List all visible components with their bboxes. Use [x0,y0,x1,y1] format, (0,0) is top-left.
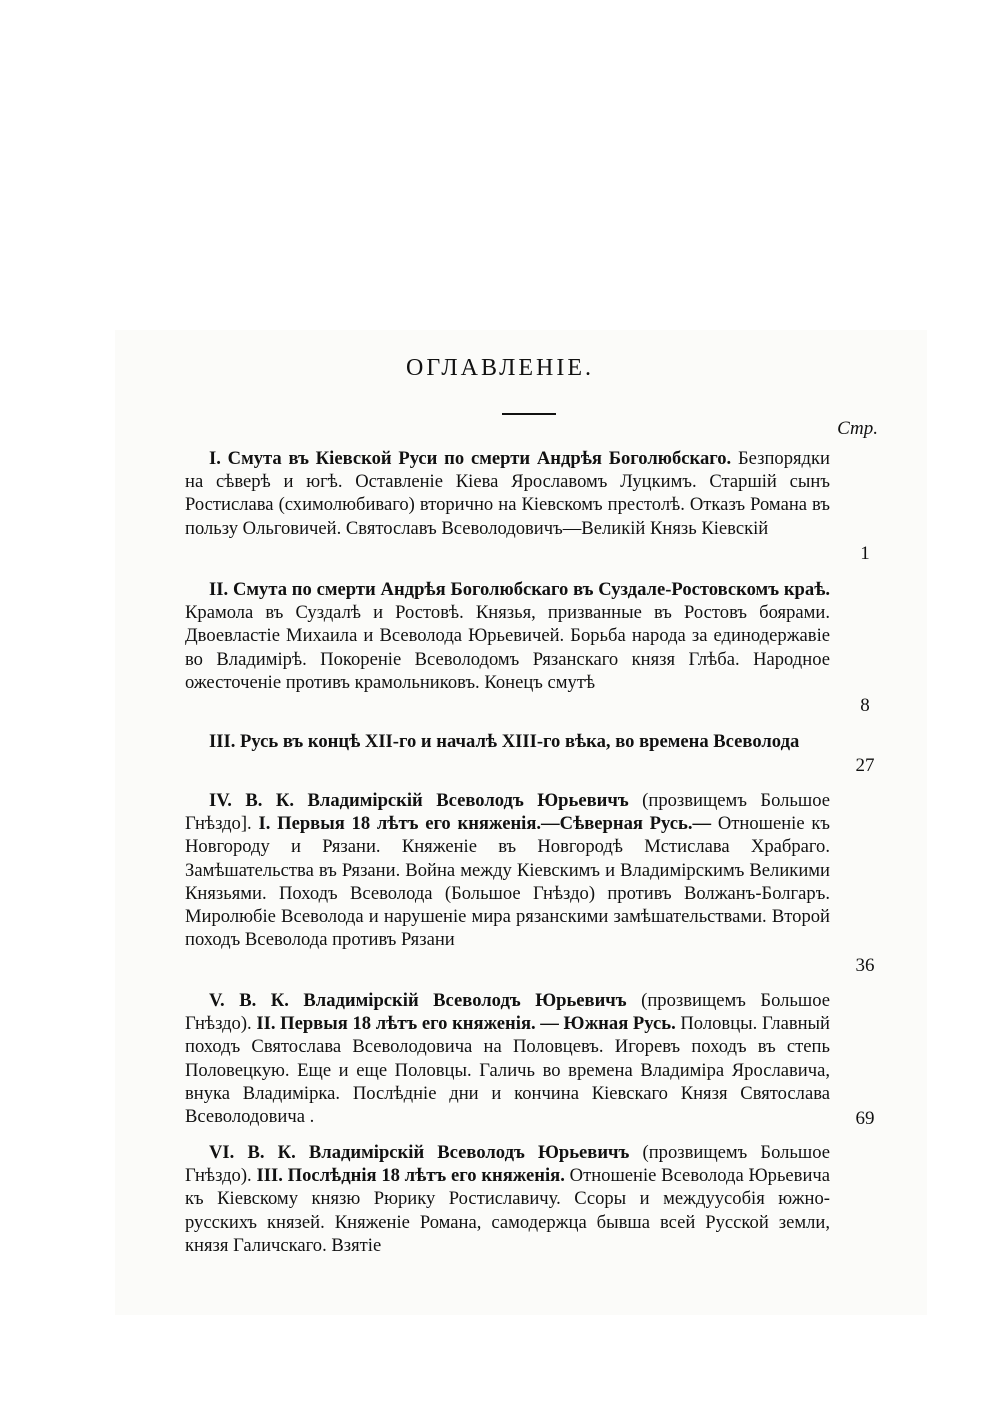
title-divider [502,413,556,415]
entry-number: VI. [209,1142,235,1163]
entry-number: III. [209,731,236,752]
toc-entry-6 [185,1141,830,1257]
entry-subheading: I. Первыя 18 лѣтъ его княженiя.—Сѣверная Русь.— [258,813,712,835]
entry-subtitle: (прозвищемъ Большое Гнѣздо]. [185,790,830,835]
entry-heading: Смута въ Кiевской Руси по смерти Андрѣя Боголюбскаго. [227,448,732,469]
entry-text: Отношенiе Всеволода Юрьевича къ Кiевскому князю Рюрику Ростиславичу. Ссоры и междуусобiя южно-русскихъ князей. Княженiе Романа, самодержца бывша всей Русской земли, князя Галичскаго. Взятiе [185,1165,831,1256]
entry-heading: В. К. Владимiрскiй Всеволодъ Юрьевичъ [245,790,629,811]
entry-page-number: 27 [855,755,875,776]
entry-subtitle: (прозвищемъ Большое Гнѣздо). [185,990,831,1035]
entry-page-number: 1 [860,543,870,564]
entry-number: II. [209,579,229,600]
entry-text: Отношенiе къ Новгороду и Рязани. Княженiе въ Новгородѣ Мстислава Храбраго. Замѣшательства въ Рязани. Война между Кiевскимъ и Владимiрскимъ Великими Князьями. Походъ Всеволода (Большое Гнѣздо) противъ Волжанъ-Болгаръ. Миролюбiе Всеволода и нарушенiе мира рязанскими замѣшательствами. Второй походъ Всеволода противъ Рязани [185,813,831,951]
toc-entry-4 [185,789,830,951]
entry-subheading: II. Первыя 18 лѣтъ его княженiя. — Южная Русь. [256,1013,676,1035]
entry-number: I. [209,448,221,469]
entry-page-number: 36 [855,955,875,976]
entry-subheading: III. Послѣднiя 18 лѣтъ его княженiя. [256,1165,565,1187]
toc-entry-5 [185,989,830,1128]
entry-heading: В. К. Владимiрскiй Всеволодъ Юрьевичъ [247,1142,630,1163]
entry-number: V. [209,990,225,1011]
entry-text: Безпорядки на сѣверѣ и югѣ. Оставленiе Кiева Ярославомъ Луцкимъ. Старшiй сынъ Ростислава (схимолюбиваго) вторично на Кiевскомъ престолѣ. Отказъ Романа въ пользу Ольговичей. Святославъ Всеволодовичъ—Великiй Князь Кiевскiй [185,448,830,539]
toc-entry-3 [185,730,830,753]
entry-page-number: 8 [860,695,870,716]
entry-text: Половцы. Главный походъ Святослава Всеволодовича на Половцевъ. Игоревъ походъ въ степь Половецкую. Еще и еще Половцы. Галичь во времена Владимiра Ярославича, внука Владимiрка. Послѣднiе дни и кончина Кiевскаго Князя Святослава Всеволодовича . [185,1013,831,1128]
toc-entry-2 [185,578,830,694]
entry-number: IV. [209,790,232,811]
toc-entry-1 [185,447,830,540]
entry-heading: Смута по смерти Андрѣя Боголюбскаго въ Суздале-Ростовскомъ краѣ. [232,579,830,600]
entry-heading: В. К. Владимiрскiй Всеволодъ Юрьевичъ [239,990,627,1011]
page-column-label: Стр. [837,418,878,439]
entry-subtitle: (прозвищемъ Большое Гнѣздо). [185,1142,831,1187]
entry-heading: Русь въ концѣ XII-го и началѣ XIII-го вѣка, во времена Всеволода [240,731,800,752]
entry-text: Крамола въ Суздалѣ и Ростовѣ. Князья, призванные въ Ростовъ боярами. Двоевластiе Михаила и Всеволода Юрьевичей. Борьба народа за единодержавiе во Владимiрѣ. Покоренiе Всеволодомъ Рязанскаго князя Глѣба. Народное ожесточенiе противъ крамольниковъ. Конецъ смутѣ [185,602,830,693]
page-title: ОГЛАВЛЕНIЕ. [405,355,595,381]
entry-page-number: 69 [855,1108,875,1129]
